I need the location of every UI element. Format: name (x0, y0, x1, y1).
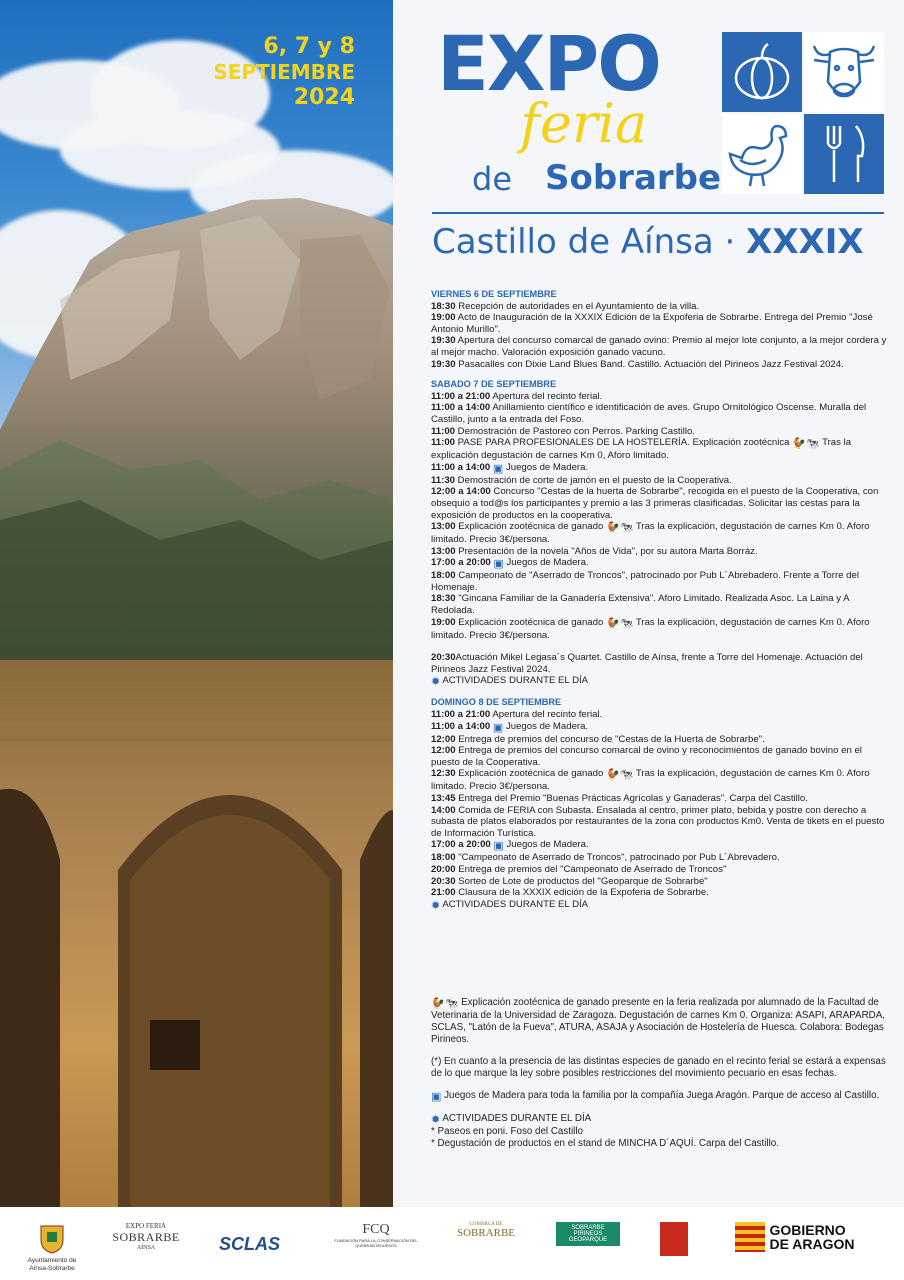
note-zootecnica (431, 997, 889, 1046)
program-time: 12:00 (431, 745, 456, 757)
sun-icon: ✹ (431, 899, 441, 912)
logo-gobierno-aragon (735, 1222, 875, 1252)
program-item (431, 593, 889, 616)
program-item (431, 359, 889, 371)
program-time: 18:00 (431, 852, 456, 864)
program-text-continued: Tras la explicación, degustación de carnes Km 0. Aforo limitado. Precio 3€/persona. (431, 768, 870, 793)
program-time: 12:00 (431, 733, 456, 745)
program-time: 18:00 (431, 570, 456, 582)
program-time: 11:30 (431, 474, 456, 486)
note-zootecnica-text: Explicación zootécnica de ganado presente en la feria realizada por alumnado de la Facultad de Veterinaria de la Universidad de Zaragoza. Degustación de carnes Km 0. Organiza: ASAPI, ARAPARDA, SCLAS, "Latón de la Fueva", ATURA, ASAJA y Asociación de Hostelería de Huesca. Colabora: Bodegas Pirineos. (431, 997, 885, 1045)
note-ganado: (*) En cuanto a la presencia de las distintas especies de ganado en el recinto ferial se estará a expensas de lo que marque la ley sobre posibles restricciones del movimiento pecuario en esas fechas. (431, 1056, 886, 1079)
wooden-games-icon: ▣ (492, 462, 504, 475)
cow-small-icon: 🐄 (444, 998, 459, 1010)
logo-expoferia (110, 1222, 182, 1251)
cow-small-icon: 🐄 (805, 438, 820, 451)
activity-label: ACTIVIDADES DURANTE EL DÍA (442, 675, 589, 687)
fcq-text: FCQ (362, 1222, 390, 1237)
program-time: 11:00 (431, 425, 456, 437)
program-text: Pasacalles con Dixie Land Blues Band. Castillo. Actuación del Pirineos Jazz Festival 2024. (455, 358, 844, 370)
ayto-line2: Aínsa-Sobrarbe (29, 1265, 75, 1272)
program-time: 11:00 a 21:00 (431, 390, 491, 402)
program-item (431, 617, 889, 642)
expo-logo-line1: EXPO FERIA (125, 1222, 167, 1230)
program-time: 20:30 (431, 875, 456, 887)
program-time: 13:00 (431, 545, 456, 557)
program-text: Juegos de Madera. (503, 557, 589, 569)
venue-title (432, 222, 864, 262)
program-text: Explicación zootécnica de ganado (455, 521, 604, 533)
cutlery-icon (804, 114, 884, 194)
expo-logo-line2: SOBRARBE (112, 1230, 180, 1244)
program-text: Juegos de Madera. (503, 839, 589, 851)
program-time: 11:00 a 14:00 (431, 720, 491, 732)
cow-small-icon: 🐄 (619, 769, 634, 782)
pumpkin-icon (722, 32, 802, 112)
logo-geoparque (556, 1222, 620, 1246)
cow-small-icon: 🐄 (619, 617, 634, 630)
program-text-continued: Tras la explicación, degustación de carnes Km 0. Aforo limitado. Precio 3€/persona. (431, 616, 870, 641)
program-time: 19:30 (431, 335, 456, 347)
venue-name: Castillo de Aínsa · (432, 222, 736, 262)
title-feria: feria (520, 92, 648, 155)
note-actividad-2: * Degustación de productos en el stand de MINCHA D´AQUÍ. Carpa del Castillo. (431, 1138, 779, 1149)
title-de: de (472, 160, 512, 198)
header-divider (432, 212, 884, 214)
gobierno-line2: DE ARAGON (769, 1236, 855, 1252)
fcq-sub: FUNDACIÓN PARA LA CONSERVACIÓN DEL QUEBRANTAHUESOS (334, 1238, 418, 1248)
program-text: Entrega de premios del concurso comarcal de ovino y reconocimientos de ganado bovino en el puesto de la Cooperativa. (431, 745, 862, 768)
program-time: 12:00 a 14:00 (431, 486, 491, 498)
program-text: Recepción de autoridades en el Ayuntamiento de la villa. (455, 300, 700, 312)
edition-number: XXXIX (746, 222, 864, 262)
program-time: 11:00 (431, 437, 456, 449)
program-item (431, 864, 889, 876)
logo-sclas (202, 1234, 297, 1255)
program-text: Apertura del recinto ferial. (490, 390, 603, 402)
program-item (431, 852, 889, 864)
chicken-icon: 🐓 (605, 769, 620, 782)
comarca-line2: SOBRARBE (456, 1227, 516, 1239)
program-item (431, 652, 889, 675)
sun-icon: ✹ (431, 1114, 441, 1126)
program-time: 18:30 (431, 300, 456, 312)
program-text: Acto de Inauguración de la XXXIX Edición de la Expoferia de Sobrarbe. Entrega del Premio "José Antonio Murillo". (431, 312, 873, 335)
title-expo: EXPO (437, 19, 660, 108)
wooden-games-icon: ▣ (493, 840, 504, 853)
program-text: Actuación Mikel Legasa´s Quartet. Castillo de Aínsa, frente a Torre del Homenaje. Actuación del Pirineos Jazz Festival 2024. (431, 652, 863, 675)
comarca-line1: COMARCA DE (469, 1222, 503, 1227)
arches (0, 660, 393, 1207)
chicken-icon: 🐓 (792, 438, 806, 451)
note-actividad-1: * Paseos en poni. Foso del Castillo (431, 1126, 583, 1137)
program-time: 19:00 (431, 312, 456, 324)
program-item (431, 876, 889, 888)
castle-wall (0, 660, 393, 1207)
poster-photo (0, 0, 393, 1207)
program-text: Demostración de corte de jamón en el puesto de la Cooperativa. (455, 474, 732, 486)
program-text: PASE PARA PROFESIONALES DE LA HOSTELERÍA. Explicación zootécnica (455, 437, 790, 449)
expo-logo-line3: AÍNSA (136, 1245, 156, 1251)
program-text: Juegos de Madera. (503, 720, 589, 732)
program-time: 11:00 a 14:00 (431, 461, 491, 473)
program-text: Apertura del concurso comarcal de ganado ovino: Premio al mejor lote conjunto, a la mejor cordera y al mejor macho. Valoración exposición ganado vacuno. (431, 335, 887, 358)
program-item (431, 426, 889, 438)
program-item (431, 570, 889, 593)
program-text: Clausura de la XXXIX edición de la Expoferia de Sobrarbe. (455, 887, 709, 899)
program-time: 17:00 a 20:00 (431, 839, 491, 851)
program-text: Explicación zootécnica de ganado (455, 616, 604, 628)
note-actividades-title (431, 1113, 889, 1126)
program-item (431, 675, 889, 688)
program-item (431, 709, 889, 721)
program-item (431, 899, 889, 912)
program-item (431, 486, 889, 521)
day-title: SABADO 7 DE SEPTIEMBRE (431, 379, 557, 390)
program-time: 19:00 (431, 616, 456, 628)
program-text: Apertura del recinto ferial. (490, 709, 603, 721)
logo-comarca (440, 1222, 532, 1239)
dates-month: SEPTIEMBRE (213, 60, 355, 84)
program-item (431, 312, 889, 335)
note-juegos-text: Juegos de Madera para toda la familia por la compañía Juega Aragón. Parque de acceso al Castillo. (441, 1090, 880, 1101)
activity-label: ACTIVIDADES DURANTE EL DÍA (442, 898, 589, 910)
program-time: 14:00 (431, 804, 456, 816)
coat-of-arms-icon (39, 1222, 65, 1254)
program-time: 12:30 (431, 768, 456, 780)
program-text-continued: Tras la explicación, degustación de carnes Km 0. Aforo limitado. Precio 3€/persona. (431, 521, 870, 546)
program-item (431, 768, 889, 793)
program-item (431, 402, 889, 425)
program-item (431, 391, 889, 403)
wooden-games-icon: ▣ (431, 1091, 442, 1103)
program-text: Anillamiento científico e identificación de aves. Grupo Ornitológico Oscense. Muralla del Castillo, junto a la entrada del Foso. (431, 402, 867, 425)
cow-icon (804, 32, 884, 112)
geoparque-line1: SOBRARBE PIRINEOS (571, 1225, 605, 1237)
chicken-icon: 🐓 (605, 522, 620, 535)
program-text: Sorteo de Lote de productos del "Geoparque de Sobrarbe" (455, 875, 708, 887)
program (431, 289, 889, 912)
logo-ayuntamiento (24, 1222, 80, 1273)
program-item (431, 335, 889, 358)
program-text: "Campeonato de Aserrado de Troncos", patrocinado por Pub L´Abrevadero. (455, 852, 780, 864)
logo-fcq (330, 1222, 422, 1248)
program-time: 13:45 (431, 793, 456, 804)
program-text: Campeonato de "Aserrado de Troncos", patrocinado por Pub L´Abrebadero. Frente a Torre del Homenaje. (431, 570, 859, 593)
program-text: Entrega de premios del concurso de "Cestas de la Huerta de Sobrarbe". (455, 733, 765, 745)
program-time: 20:00 (431, 863, 456, 875)
chicken-icon: 🐓 (605, 617, 620, 630)
spacer (431, 641, 889, 652)
program-item (431, 437, 889, 462)
program-item (431, 839, 889, 852)
program-text: Entrega de premios del "Campeonato de Aserrado de Troncos" (455, 863, 727, 875)
program-time: 11:00 a 14:00 (431, 402, 491, 414)
geoparque-line2: GEOPARQUE (568, 1237, 608, 1243)
program-item (431, 887, 889, 899)
program-time: 17:00 a 20:00 (431, 557, 491, 569)
program-text: "Gincana Familiar de la Ganadería Extensiva". Aforo Limitado. Realizada Asoc. La Laina y A Redolada. (431, 593, 849, 617)
program-text: Demostración de Pastoreo con Perros. Parking Castillo. (455, 425, 695, 437)
program-text: Comida de FERIA con Subasta. Ensalada al centro, primer plato, bebida y postre con derecho a subasta de platos elaborados por restaurantes de la zona con productos Km0. Venta de tikets en el puesto de Información Turística. (431, 804, 885, 839)
program-text: Juegos de Madera. (503, 461, 589, 473)
program-item (431, 734, 889, 746)
gobierno-line1: GOBIERNO (769, 1222, 846, 1238)
dates-year: 2024 (293, 85, 355, 110)
program-text: Explicación zootécnica de ganado (455, 768, 604, 780)
cow-small-icon: 🐄 (619, 522, 634, 535)
notes (431, 997, 889, 1150)
ayto-line1: Ayuntamiento de (27, 1257, 77, 1264)
program-item (431, 301, 889, 313)
day-title: VIERNES 6 DE SEPTIEMBRE (431, 289, 557, 299)
program-text: Presentación de la novela "Años de Vida", por su autora Marta Borráz. (455, 545, 758, 557)
day-title: DOMINGO 8 DE SEPTIEMBRE (431, 697, 562, 708)
note-juegos (431, 1090, 889, 1103)
title-sobrarbe: Sobrarbe (545, 158, 722, 198)
program-time: 20:30 (431, 652, 456, 664)
dates-days: 6, 7 y 8 (263, 34, 355, 59)
sun-icon: ✹ (431, 676, 441, 689)
logo-diputacion-huesca (660, 1222, 688, 1256)
program-text: Concurso "Cestas de la huerta de Sobrarbe", recogida en el puesto de la Cooperativa, con obsequio a tod@s los participantes y premio a las 3 primeras clasificadas. Solicitar las cestas para la exposición de productos en la cooperativa. (431, 486, 879, 521)
program-time: 18:30 (431, 593, 456, 605)
wooden-games-icon: ▣ (493, 558, 504, 571)
program-item (431, 793, 889, 805)
program-time: 21:00 (431, 887, 456, 899)
program-text: Entrega del Premio "Buenas Prácticas Agrícolas y Ganaderas". Carpa del Castillo. (455, 793, 808, 804)
program-item (431, 721, 889, 734)
program-item (431, 521, 889, 546)
program-item (431, 557, 889, 570)
chicken-icon: 🐓 (431, 998, 445, 1010)
program-item (431, 475, 889, 487)
hen-icon (722, 114, 802, 194)
sclas-text: SCLAS (218, 1234, 280, 1254)
program-time: 11:00 a 21:00 (431, 709, 491, 721)
program-text-continued: Tras la explicación degustación de carnes Km 0, Aforo limitado. (431, 437, 852, 462)
aragon-flag-icon (735, 1222, 765, 1252)
program-time: 19:30 (431, 358, 456, 370)
program-item (431, 462, 889, 475)
program-item (431, 546, 889, 558)
event-dates (213, 34, 355, 111)
program-time: 13:00 (431, 521, 456, 533)
program-item (431, 745, 889, 768)
note-actividades-title-text: ACTIVIDADES DURANTE EL DÍA (440, 1113, 592, 1124)
program-item (431, 805, 889, 840)
wooden-games-icon: ▣ (492, 721, 504, 734)
